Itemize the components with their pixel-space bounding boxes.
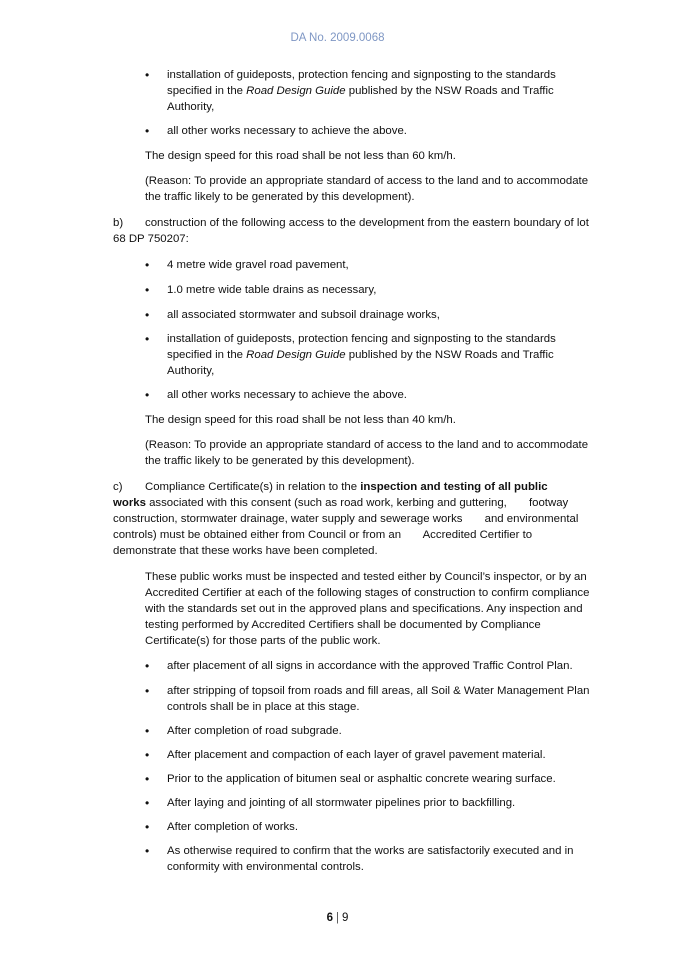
design-speed-a: The design speed for this road shall be not less than 60 km/h. [145,150,456,162]
bullet-icon: • [145,772,150,786]
bullet-list-a [113,67,597,139]
list-item: • After completion of road subgrade. [145,724,342,738]
list-item: • After completion of works. [145,820,299,834]
document-body [113,67,597,875]
list-item: • all associated stormwater and subsoil drainage works, [145,308,440,322]
bullet-icon: • [145,796,150,810]
section-b-label: b) [113,217,124,229]
list-item: • After laying and jointing of all stormwater pipelines prior to backfilling. [145,796,516,810]
da-number-header: DA No. 2009.0068 [290,32,385,44]
section-c: c) Compliance Certificate(s) in relation to the inspection and testing of all public works associated with this consent (such as road work, kerbing and guttering, footway construction, stormwater drainage, water supply and sewerage works and environmental controls) must be obtained either from Council or from an Accredited Certifier to demonstrate that these works have been completed. [113,481,582,557]
section-c-bold-text: inspection and testing of all public works [113,481,570,509]
page-total: 9 [342,912,349,924]
bullet-icon: • [145,258,150,272]
reason-b: (Reason: To provide an appropriate standard of access to the land and to accommodate the traffic likely to be generated by this development). [145,439,589,467]
list-item: • after stripping of topsoil from roads and fill areas, all Soil & Water Management Plan controls shall be in place at this stage. [145,684,590,713]
list-item: • after placement of all signs in accordance with the approved Traffic Control Plan. [145,659,573,673]
section-b-text: construction of the following access to the development from the eastern boundary of lot 68 DP 750207: [113,217,589,245]
bullet-list-b [113,257,597,403]
design-speed-b: The design speed for this road shall be not less than 40 km/h. [145,414,456,426]
section-c-label: c) [113,481,123,493]
reason-a: (Reason: To provide an appropriate standard of access to the land and to accommodate the traffic likely to be generated by this development). [145,175,589,203]
bullet-icon: • [145,308,150,322]
page-number: 6 [326,912,333,924]
bullet-icon: • [145,388,150,402]
bullet-icon: • [145,684,150,698]
bullet-icon: • [145,724,150,738]
bullet-list-c [113,658,597,875]
bullet-icon: • [145,844,150,858]
list-item: • As otherwise required to confirm that the works are satisfactorily executed and in conformity with environmental controls. [145,844,574,873]
list-item: • installation of guideposts, protection fencing and signposting to the standards specified in the Road Design Guide published by the NSW Roads and Traffic Authority, [145,68,556,113]
bullet-icon: • [145,283,150,297]
page-separator: | [336,912,339,924]
list-item: • Prior to the application of bitumen seal or asphaltic concrete wearing surface. [145,772,556,786]
bullet-icon: • [145,748,150,762]
page-footer [0,910,675,926]
list-item: • 1.0 metre wide table drains as necessary, [145,283,377,297]
bullet-icon: • [145,68,150,82]
list-item: • After placement and compaction of each layer of gravel pavement material. [145,748,546,762]
list-item: • all other works necessary to achieve the above. [145,388,407,402]
bullet-icon: • [145,820,150,834]
list-item: • installation of guideposts, protection fencing and signposting to the standards specified in the Road Design Guide published by the NSW Roads and Traffic Authority, [145,332,556,377]
bullet-icon: • [145,332,150,346]
bullet-icon: • [145,659,150,673]
inspection-paragraph: These public works must be inspected and tested either by Council’s inspector, or by an Accredited Certifier at each of the following stages of construction to confirm compliance with the standards set out in the approved plans and specifications. Any inspection and testing performed by Accredited Certifiers shall be documented by Compliance Certificate(s) for those parts of the public work. [145,571,590,647]
section-b [113,215,597,247]
list-item: • 4 metre wide gravel road pavement, [145,258,349,272]
list-item: • all other works necessary to achieve the above. [145,124,407,138]
bullet-icon: • [145,124,150,138]
